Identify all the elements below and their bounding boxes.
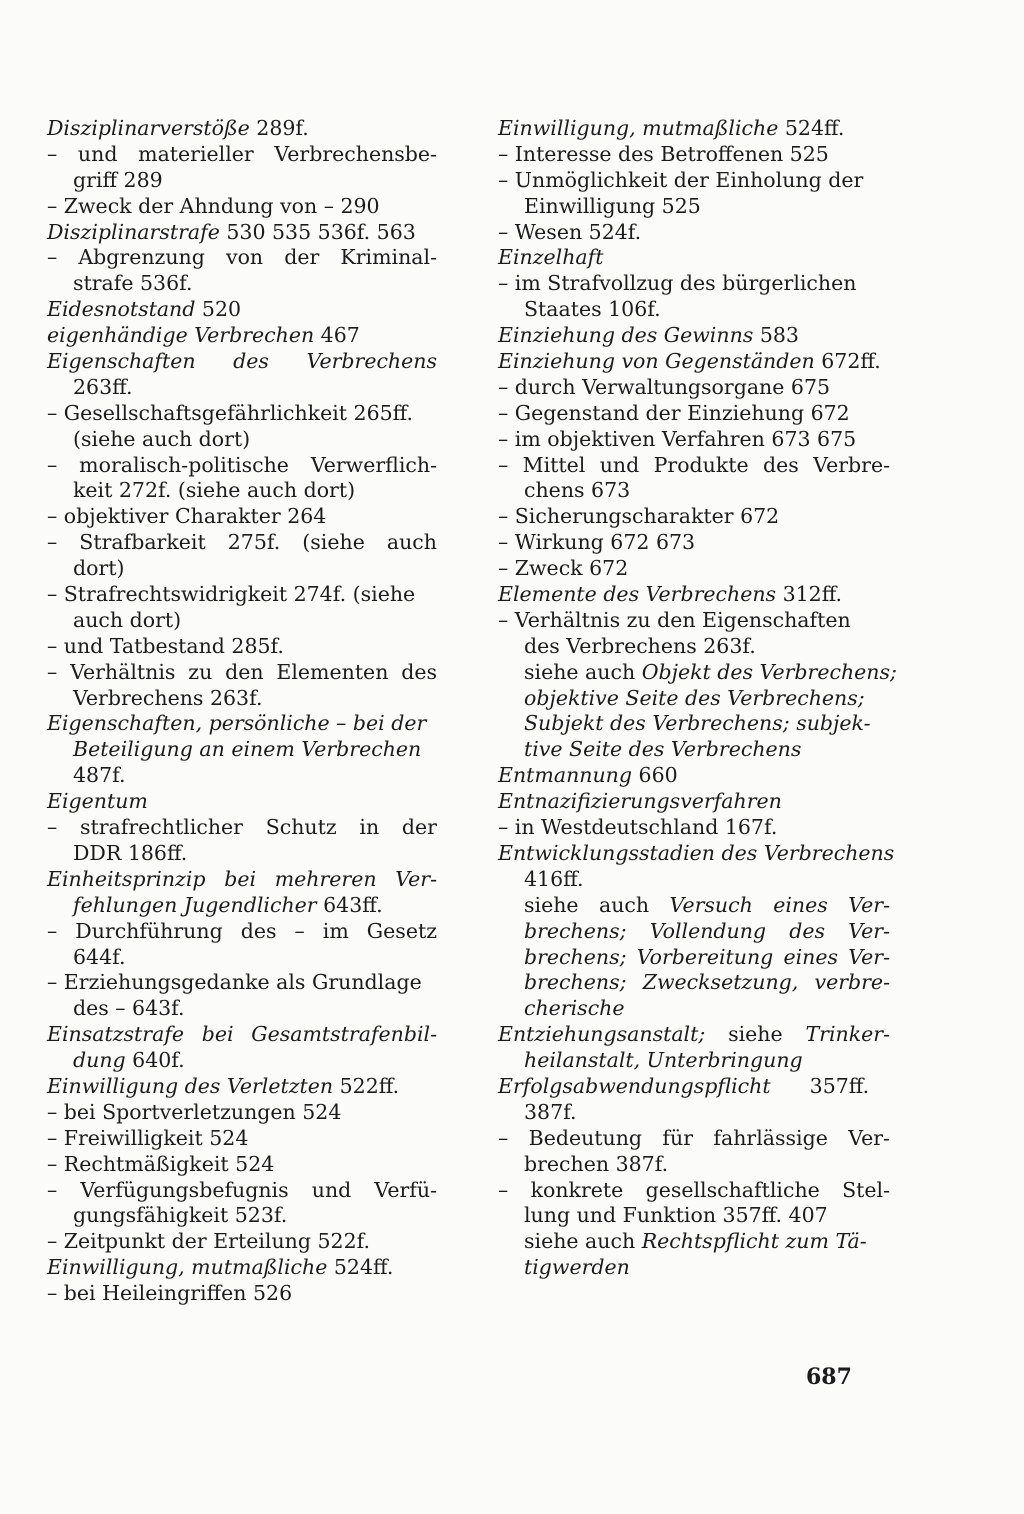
index-line — [47, 453, 437, 479]
index-term: Versuch eines Ver- — [669, 892, 890, 917]
index-text: – Sicherungscharakter 672 — [498, 504, 780, 529]
index-term: Einziehung des Gewinns — [498, 323, 754, 348]
index-text: 312ff. — [776, 582, 843, 607]
index-line — [498, 840, 895, 867]
index-term: eigenhändige Verbrechen — [47, 323, 315, 348]
index-text: auch dort) — [73, 607, 182, 632]
index-term: cherische — [524, 996, 625, 1021]
index-term: Entmannung — [498, 763, 633, 788]
index-text: – konkrete gesellschaftliche Stel- — [498, 1177, 890, 1202]
index-line — [498, 504, 890, 530]
index-line — [498, 220, 890, 246]
index-term: Eigentum — [47, 789, 148, 814]
index-term: Einsatzstrafe bei Gesamtstrafenbil- — [47, 1022, 437, 1047]
index-text: – Wesen 524f. — [498, 219, 642, 244]
index-text: des – 643f. — [73, 996, 185, 1021]
index-text: 524ff. — [327, 1255, 394, 1280]
index-line — [47, 737, 437, 763]
index-line — [498, 582, 890, 608]
index-text: 530 535 536f. 563 — [219, 219, 416, 244]
index-term: Disziplinarstrafe — [47, 219, 220, 244]
index-text: (siehe auch dort) — [73, 426, 251, 451]
index-text: 467 — [314, 323, 360, 348]
index-term: Eigenschaften, persönliche – bei der — [47, 711, 427, 736]
index-text: 644f. — [73, 944, 126, 969]
index-term: Disziplinarverstöße — [47, 116, 250, 140]
index-term: Subjekt des Verbrechens; subjek- — [524, 711, 871, 736]
index-column-right — [498, 116, 897, 1281]
index-text: – Rechtmäßigkeit 524 — [47, 1151, 275, 1176]
index-term: brechens; Vollendung des Ver- — [524, 918, 890, 943]
index-term: Einwilligung, mutmaßliche — [47, 1255, 328, 1280]
index-text: – und Tatbestand 285f. — [47, 633, 284, 658]
index-text: – Unmöglichkeit der Einholung der — [498, 167, 864, 192]
index-line — [47, 1048, 437, 1074]
index-line — [47, 608, 437, 634]
index-term: brechens; Vorbereitung eines Ver- — [524, 944, 890, 969]
index-line — [47, 996, 437, 1022]
index-line — [47, 634, 437, 660]
index-text: – bei Heileingriffen 526 — [47, 1281, 293, 1306]
index-line — [498, 1048, 890, 1074]
index-line — [47, 660, 437, 686]
index-term: Objekt des Verbrechens; — [641, 659, 897, 684]
index-text: – durch Verwaltungsorgane 675 — [498, 374, 831, 399]
index-text: 672ff. — [814, 349, 881, 374]
index-term: brechens; Zwecksetzung, verbre- — [524, 970, 890, 995]
index-line — [498, 763, 890, 789]
index-text: Einwilligung 525 — [524, 193, 701, 218]
index-text: – bei Sportverletzungen 524 — [47, 1099, 342, 1124]
index-text: – Zweck der Ahndung von – 290 — [47, 193, 380, 218]
index-line — [498, 970, 890, 996]
index-term: Elemente des Verbrechens — [498, 582, 777, 607]
index-text: – Bedeutung für fahrlässige Ver- — [498, 1125, 890, 1150]
index-line — [498, 659, 897, 686]
index-line — [47, 841, 437, 867]
index-line — [47, 556, 437, 582]
index-line — [47, 245, 437, 271]
index-term: heilanstalt, Unterbringung — [524, 1048, 803, 1073]
index-line — [47, 867, 437, 893]
index-text: – Verfügungsbefugnis und Verfü- — [47, 1177, 437, 1202]
index-line — [47, 142, 437, 168]
index-text: – strafrechtlicher Schutz in der — [47, 815, 437, 840]
index-line — [498, 608, 890, 634]
index-text: – Erziehungsgedanke als Grundlage — [47, 970, 422, 995]
index-line — [498, 142, 890, 168]
index-text: – Strafrechtswidrigkeit 274f. (siehe — [47, 582, 416, 607]
index-text: 487f. — [73, 763, 126, 788]
index-text: gungsfähigkeit 523f. — [73, 1203, 288, 1228]
index-line — [498, 1126, 890, 1152]
index-text: brechen 387f. — [524, 1151, 669, 1176]
index-line — [498, 245, 890, 271]
index-line — [498, 686, 890, 712]
index-line — [498, 1074, 890, 1100]
index-line — [498, 919, 890, 945]
index-line — [47, 504, 437, 530]
index-text: – moralisch-politische Verwerflich- — [47, 452, 437, 477]
index-text: lung und Funktion 357ff. 407 — [524, 1203, 828, 1228]
index-line — [498, 1152, 890, 1178]
index-line — [47, 271, 437, 297]
index-line — [498, 297, 890, 323]
index-text: siehe — [705, 1022, 806, 1047]
index-line — [498, 401, 890, 427]
index-text: chens 673 — [524, 478, 631, 503]
index-line — [498, 427, 890, 453]
index-term: Einzelhaft — [498, 245, 604, 270]
index-term: Eidesnotstand — [47, 297, 196, 322]
index-line — [47, 763, 437, 789]
index-text: 583 — [753, 323, 799, 348]
index-text: – in Westdeutschland 167f. — [498, 815, 778, 840]
index-text: – Strafbarkeit 275f. (siehe auch — [47, 530, 437, 555]
index-term: Einwilligung, mutmaßliche — [498, 116, 779, 140]
index-line — [47, 1281, 437, 1307]
index-text: keit 272f. (siehe auch dort) — [73, 478, 356, 503]
index-text: – objektiver Charakter 264 — [47, 504, 327, 529]
index-line — [47, 1022, 437, 1048]
index-line — [47, 686, 437, 712]
index-line — [47, 530, 437, 556]
index-line — [498, 1100, 890, 1126]
index-line — [498, 530, 890, 556]
index-line — [47, 1126, 437, 1152]
index-text: – Verhältnis zu den Eigenschaften — [498, 607, 851, 632]
index-line — [47, 401, 437, 427]
index-line — [47, 194, 437, 220]
index-line — [498, 375, 890, 401]
index-text: des Verbrechens 263f. — [524, 633, 756, 658]
index-text: – und materieller Verbrechensbe- — [47, 141, 437, 166]
index-text: 289f. — [249, 116, 309, 140]
index-line — [47, 711, 437, 737]
index-term: Entziehungsanstalt; — [498, 1022, 706, 1047]
index-line — [47, 1203, 437, 1229]
index-line — [47, 893, 437, 919]
index-text: – Gesellschaftsgefährlichkeit 265ff. — [47, 400, 414, 425]
index-line — [47, 945, 437, 971]
index-text: – Mittel und Produkte des Verbre- — [498, 452, 890, 477]
index-line — [47, 1074, 437, 1100]
index-line — [498, 634, 890, 660]
index-line — [47, 116, 437, 142]
index-text: – Zeitpunkt der Erteilung 522f. — [47, 1229, 371, 1254]
index-term: Einheitsprinzip bei mehreren Ver- — [47, 866, 437, 891]
index-line — [498, 1022, 890, 1048]
index-term: Einwilligung des Verletzten — [47, 1073, 334, 1098]
page-number: 687 — [806, 1364, 852, 1390]
index-line — [498, 867, 890, 893]
index-line — [498, 945, 890, 971]
index-text: DDR 186ff. — [73, 840, 188, 865]
index-line — [498, 168, 890, 194]
index-text: Verbrechens 263f. — [73, 685, 263, 710]
index-text: siehe auch — [524, 1229, 642, 1254]
index-line — [498, 893, 890, 919]
index-line — [47, 919, 437, 945]
index-line — [498, 478, 890, 504]
index-text: dort) — [73, 556, 125, 581]
index-line — [47, 970, 437, 996]
index-line — [47, 427, 437, 453]
index-line — [47, 168, 437, 194]
index-line — [498, 1229, 890, 1255]
index-text: griff 289 — [73, 167, 163, 192]
index-line — [47, 220, 437, 246]
index-term: Entwicklungsstadien des Verbrechens — [498, 840, 895, 865]
index-text: 263ff. — [73, 374, 133, 399]
index-line — [47, 1255, 437, 1281]
index-term: Eigenschaften des Verbrechens — [47, 349, 437, 374]
index-line — [47, 1178, 437, 1204]
index-line — [47, 789, 437, 815]
index-text: strafe 536f. — [73, 271, 193, 296]
index-text: – Durchführung des – im Gesetz — [47, 918, 437, 943]
index-text: 660 — [632, 763, 678, 788]
index-text: – Verhältnis zu den Elementen des — [47, 659, 437, 684]
index-column-left — [47, 116, 437, 1307]
index-line — [47, 375, 437, 401]
index-text: siehe auch — [524, 892, 670, 917]
index-line — [498, 789, 890, 815]
index-line — [498, 349, 890, 375]
index-line — [47, 478, 437, 504]
index-line — [47, 297, 437, 323]
index-line — [498, 711, 890, 737]
index-line — [498, 996, 890, 1022]
index-term: fehlungen Jugendlicher — [73, 892, 317, 917]
index-line — [498, 1203, 890, 1229]
index-line — [47, 582, 437, 608]
index-line — [498, 556, 890, 582]
index-term: Beteiligung an einem Verbrechen — [73, 737, 422, 762]
index-text: – Freiwilligkeit 524 — [47, 1125, 249, 1150]
index-line — [47, 815, 437, 841]
index-text: 357ff. — [770, 1073, 870, 1098]
index-term: objektive Seite des Verbrechens; — [524, 685, 865, 710]
index-line — [498, 323, 890, 349]
index-term: Entnazifizierungsverfahren — [498, 789, 782, 814]
index-line — [498, 815, 890, 841]
index-text: – Gegenstand der Einziehung 672 — [498, 400, 850, 425]
index-line — [498, 271, 890, 297]
index-text: – im Strafvollzug des bürgerlichen — [498, 271, 857, 296]
index-line — [498, 453, 890, 479]
index-text: siehe auch — [524, 659, 642, 684]
index-text: 522ff. — [333, 1073, 400, 1098]
index-line — [498, 116, 890, 142]
index-term: Trinker- — [805, 1022, 890, 1047]
index-text: – im objektiven Verfahren 673 675 — [498, 426, 857, 451]
index-text: – Abgrenzung von der Kriminal- — [47, 245, 437, 270]
index-term: Einziehung von Gegenständen — [498, 349, 815, 374]
index-text: 640f. — [125, 1048, 185, 1073]
index-line — [47, 349, 437, 375]
index-line — [47, 1152, 437, 1178]
index-text: – Zweck 672 — [498, 556, 629, 581]
index-text: – Interesse des Betroffenen 525 — [498, 141, 829, 166]
index-line — [47, 1100, 437, 1126]
index-text: 387f. — [524, 1099, 577, 1124]
index-text: 520 — [195, 297, 242, 322]
index-term: Erfolgsabwendungspflicht — [498, 1073, 771, 1098]
index-line — [498, 194, 890, 220]
index-term: tigwerden — [524, 1255, 630, 1280]
index-line — [498, 1255, 890, 1281]
index-line — [47, 323, 437, 349]
index-term: tive Seite des Verbrechens — [524, 737, 802, 762]
index-text: 416ff. — [524, 866, 584, 891]
index-line — [498, 1178, 890, 1204]
index-text: 524ff. — [778, 116, 845, 140]
index-text: 643ff. — [316, 892, 383, 917]
index-text: – Wirkung 672 673 — [498, 530, 696, 555]
index-term: Rechtspflicht zum Tä- — [641, 1229, 867, 1254]
index-term: dung — [73, 1048, 126, 1073]
index-line — [498, 737, 890, 763]
index-line — [47, 1229, 437, 1255]
index-text: Staates 106f. — [524, 297, 661, 322]
